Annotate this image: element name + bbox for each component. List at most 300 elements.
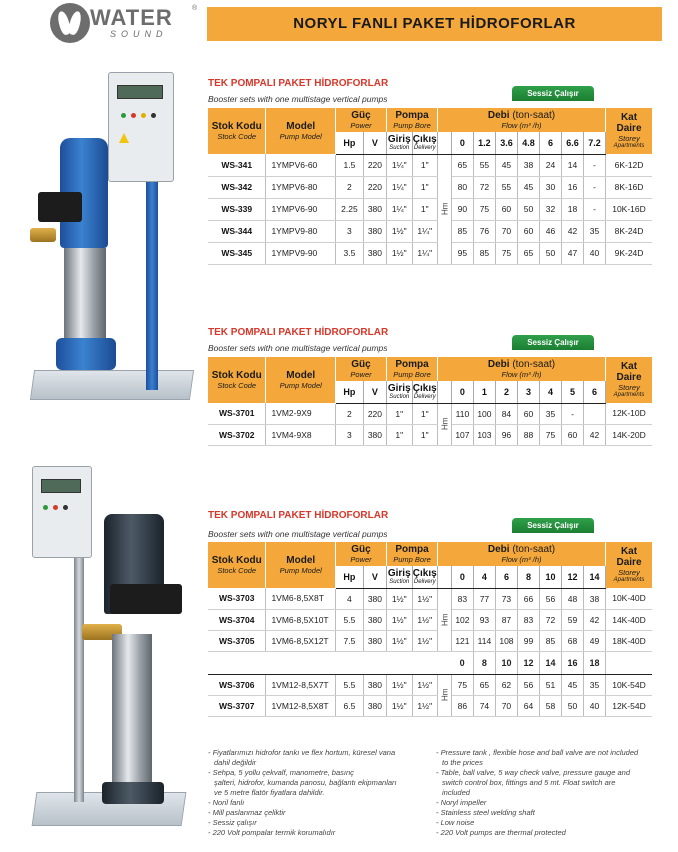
flow-value: 73 bbox=[495, 588, 517, 609]
stock-code: WS-3703 bbox=[208, 588, 266, 609]
power-hp: 3 bbox=[336, 220, 364, 242]
flow-value: 59 bbox=[561, 609, 583, 630]
product-image-1 bbox=[28, 70, 198, 430]
stock-code: WS-3706 bbox=[208, 674, 266, 695]
col-model-en: Pump Model bbox=[279, 566, 322, 575]
flow-value: 24 bbox=[539, 154, 561, 176]
power-hp: 4 bbox=[336, 588, 364, 609]
flow-value: 46 bbox=[539, 220, 561, 242]
col-floor bbox=[606, 108, 652, 154]
blank-cell bbox=[266, 651, 336, 674]
flow-value: 66 bbox=[517, 588, 539, 609]
col-outlet-en: Delivery bbox=[413, 393, 436, 400]
flow-value: 38 bbox=[517, 154, 539, 176]
flow-header: 14 bbox=[584, 566, 606, 588]
voltage: 220 bbox=[363, 154, 386, 176]
flow-header: 7.2 bbox=[584, 132, 606, 154]
flow-header: 1 bbox=[473, 381, 495, 403]
flow-header: 2 bbox=[495, 381, 517, 403]
flow-value: 60 bbox=[517, 403, 539, 424]
flow-value: 49 bbox=[584, 630, 606, 651]
col-flow bbox=[438, 357, 606, 381]
table-row bbox=[208, 609, 652, 630]
col-outlet bbox=[412, 566, 438, 588]
note-line: - Fiyatlarımızı hidrofor tankı ve flex hortum, küresel vana bbox=[208, 748, 396, 757]
flow-value: 68 bbox=[561, 630, 583, 651]
flow-header: 6 bbox=[495, 566, 517, 588]
col-power bbox=[336, 108, 387, 132]
flow-value: 114 bbox=[473, 630, 495, 651]
flow-value: 38 bbox=[584, 588, 606, 609]
floor-apartment: 8K-24D bbox=[606, 220, 652, 242]
stock-code: WS-339 bbox=[208, 198, 266, 220]
flow-header-row-2 bbox=[208, 651, 652, 674]
power-hp: 6.5 bbox=[336, 695, 364, 716]
col-floor bbox=[606, 357, 652, 403]
col-pump-en: Pump Bore bbox=[393, 370, 431, 379]
note-line: switch control box, fittings and 5 mt. Float switch are bbox=[442, 778, 616, 787]
col-flow-unit: (ton-saat) bbox=[512, 544, 556, 555]
pump-model: 1YMPV9-90 bbox=[266, 242, 336, 264]
col-flow-unit: (ton-saat) bbox=[512, 110, 556, 121]
flow-value: 42 bbox=[584, 424, 606, 445]
flow-value: 35 bbox=[584, 674, 606, 695]
flow-value: 62 bbox=[495, 674, 517, 695]
table-row bbox=[208, 220, 652, 242]
flow-header: 10 bbox=[495, 651, 517, 674]
col-pump-label: Pompa bbox=[395, 359, 429, 370]
flow-value: 70 bbox=[495, 220, 517, 242]
col-model-en: Pump Model bbox=[279, 381, 322, 390]
flow-value: - bbox=[584, 198, 606, 220]
floor-apartment: 8K-16D bbox=[606, 176, 652, 198]
col-inlet-label: Giriş bbox=[387, 382, 411, 394]
col-floor-en-2: Apartments bbox=[613, 392, 645, 398]
flow-value: 99 bbox=[517, 630, 539, 651]
brand-reg-mark: ® bbox=[192, 5, 198, 12]
floor-apartment: 10K-40D bbox=[606, 588, 652, 609]
col-model-label: Model bbox=[286, 555, 316, 566]
flow-value: 75 bbox=[451, 674, 473, 695]
col-hm-spacer bbox=[438, 132, 452, 154]
flow-header: 6.6 bbox=[561, 132, 583, 154]
inlet-size: 1½" bbox=[387, 220, 413, 242]
col-hm-spacer bbox=[438, 381, 452, 403]
col-pump bbox=[387, 108, 438, 132]
outlet-size: 1¼" bbox=[412, 242, 438, 264]
col-model-label: Model bbox=[286, 370, 316, 381]
flow-header: 18 bbox=[584, 651, 606, 674]
flow-value: 83 bbox=[517, 609, 539, 630]
col-pump bbox=[387, 542, 438, 566]
flow-value: - bbox=[561, 403, 583, 424]
stock-code: WS-341 bbox=[208, 154, 266, 176]
flow-header: 5 bbox=[561, 381, 583, 403]
table-row bbox=[208, 176, 652, 198]
col-hp: Hp bbox=[336, 381, 364, 403]
flow-value: 76 bbox=[473, 220, 495, 242]
col-flow bbox=[438, 108, 606, 132]
power-hp: 2 bbox=[336, 403, 364, 424]
stock-code: WS-3702 bbox=[208, 424, 266, 445]
flow-value: 121 bbox=[451, 630, 473, 651]
flow-header: 10 bbox=[539, 566, 561, 588]
flow-value: 70 bbox=[495, 695, 517, 716]
col-outlet bbox=[412, 132, 438, 154]
flow-header: 12 bbox=[517, 651, 539, 674]
blank-cell bbox=[336, 651, 364, 674]
flow-value: 60 bbox=[517, 220, 539, 242]
flow-value: 85 bbox=[451, 220, 473, 242]
col-power-en: Power bbox=[350, 555, 372, 564]
section-1-title: TEK POMPALI PAKET HİDROFORLAR bbox=[208, 78, 389, 89]
table-row bbox=[208, 403, 652, 424]
note-line: to the prices bbox=[442, 758, 483, 767]
note-line: - Pressure tank , flexible hose and ball valve are not included bbox=[436, 748, 639, 757]
col-floor-label: Kat bbox=[620, 546, 638, 557]
flow-value: 35 bbox=[539, 403, 561, 424]
flow-value: 50 bbox=[539, 242, 561, 264]
blank-cell bbox=[606, 651, 652, 674]
outlet-size: 1½" bbox=[412, 630, 438, 651]
blank-cell bbox=[438, 651, 452, 674]
col-floor-label-2: Daire bbox=[616, 372, 642, 383]
flow-value: 50 bbox=[561, 695, 583, 716]
pump-model: 1YMPV6-80 bbox=[266, 176, 336, 198]
col-model bbox=[266, 108, 336, 154]
col-v: V bbox=[363, 566, 386, 588]
flow-value: 75 bbox=[539, 424, 561, 445]
flow-header: 0 bbox=[451, 132, 473, 154]
power-hp: 2.25 bbox=[336, 198, 364, 220]
flow-value: 72 bbox=[539, 609, 561, 630]
col-floor-en-2: Apartments bbox=[613, 577, 645, 583]
voltage: 380 bbox=[363, 695, 386, 716]
col-power bbox=[336, 357, 387, 381]
flow-header: 4 bbox=[539, 381, 561, 403]
inlet-size: 1½" bbox=[387, 695, 413, 716]
col-model bbox=[266, 357, 336, 403]
col-stock-code-en: Stock Code bbox=[217, 132, 257, 141]
voltage: 380 bbox=[363, 242, 386, 264]
pump-model: 1YMPV6-90 bbox=[266, 198, 336, 220]
note-line: dahil değildir bbox=[214, 758, 257, 767]
col-inlet bbox=[387, 132, 413, 154]
flow-value: 40 bbox=[584, 242, 606, 264]
pump-model: 1VM6-8,5X12T bbox=[266, 630, 336, 651]
col-floor-label-2: Daire bbox=[616, 557, 642, 568]
power-hp: 3 bbox=[336, 424, 364, 445]
col-stock-code-label: Stok Kodu bbox=[211, 555, 262, 566]
flow-value: 87 bbox=[495, 609, 517, 630]
pump-model: 1VM6-8,5X10T bbox=[266, 609, 336, 630]
note-line: - Mill paslanmaz çeliktir bbox=[208, 808, 286, 817]
floor-apartment: 14K-20D bbox=[606, 424, 652, 445]
flow-value: 18 bbox=[561, 198, 583, 220]
inlet-size: 1½" bbox=[387, 242, 413, 264]
flow-value: 30 bbox=[539, 176, 561, 198]
col-power-en: Power bbox=[350, 370, 372, 379]
section-2-title: TEK POMPALI PAKET HİDROFORLAR bbox=[208, 327, 389, 338]
note-line: - Low noise bbox=[436, 818, 475, 827]
col-inlet bbox=[387, 381, 413, 403]
col-power-label: Güç bbox=[351, 110, 371, 121]
note-line: şalteri, hidrofor, kumanda panosu, bağlantı ekipmanları bbox=[214, 778, 397, 787]
flow-value: 95 bbox=[451, 242, 473, 264]
outlet-size: 1" bbox=[412, 154, 438, 176]
flow-value: 45 bbox=[495, 154, 517, 176]
section-3-subtitle: Booster sets with one multistage vertical pumps bbox=[208, 529, 388, 539]
logo-mark-icon bbox=[50, 3, 90, 43]
pump-model: 1VM12-8,5X7T bbox=[266, 674, 336, 695]
inlet-size: 1¼" bbox=[387, 198, 413, 220]
flow-value: 55 bbox=[495, 176, 517, 198]
spec-table-3 bbox=[208, 542, 652, 717]
flow-value: 45 bbox=[561, 674, 583, 695]
outlet-size: 1" bbox=[412, 198, 438, 220]
flow-value: 35 bbox=[584, 220, 606, 242]
note-line: - Sessiz çalışır bbox=[208, 818, 257, 827]
flow-value: 50 bbox=[517, 198, 539, 220]
flow-value: 48 bbox=[561, 588, 583, 609]
stock-code: WS-3705 bbox=[208, 630, 266, 651]
col-floor-label-2: Daire bbox=[616, 123, 642, 134]
table-row bbox=[208, 588, 652, 609]
flow-header: 0 bbox=[451, 566, 473, 588]
col-power-label: Güç bbox=[351, 544, 371, 555]
flow-header: 14 bbox=[539, 651, 561, 674]
voltage: 380 bbox=[363, 609, 386, 630]
flow-value: 75 bbox=[495, 242, 517, 264]
power-hp: 3.5 bbox=[336, 242, 364, 264]
col-stock-code-label: Stok Kodu bbox=[211, 370, 262, 381]
col-power bbox=[336, 542, 387, 566]
inlet-size: 1¼" bbox=[387, 176, 413, 198]
stock-code: WS-342 bbox=[208, 176, 266, 198]
voltage: 380 bbox=[363, 588, 386, 609]
voltage: 380 bbox=[363, 674, 386, 695]
section-1-subtitle: Booster sets with one multistage vertical pumps bbox=[208, 94, 388, 104]
col-inlet-label: Giriş bbox=[387, 133, 411, 145]
col-outlet-en: Delivery bbox=[413, 578, 436, 585]
brand-logo bbox=[50, 3, 200, 43]
flow-value: - bbox=[584, 154, 606, 176]
col-stock-code bbox=[208, 357, 266, 403]
col-flow-label: Debi bbox=[487, 359, 510, 370]
outlet-size: 1" bbox=[412, 403, 438, 424]
flow-value: 40 bbox=[584, 695, 606, 716]
hm-label: Hm bbox=[438, 154, 452, 264]
blank-cell bbox=[363, 651, 386, 674]
flow-value: 85 bbox=[539, 630, 561, 651]
col-flow-en: Flow (m³ /h) bbox=[501, 121, 542, 130]
flow-header: 3.6 bbox=[495, 132, 517, 154]
pump-model: 1VM2-9X9 bbox=[266, 403, 336, 424]
voltage: 380 bbox=[363, 424, 386, 445]
col-stock-code bbox=[208, 542, 266, 588]
hm-label: Hm bbox=[438, 588, 452, 651]
note-line: ve 5 metre flatör fiyatlara dahildir. bbox=[214, 788, 325, 797]
blank-cell bbox=[208, 651, 266, 674]
power-hp: 1.5 bbox=[336, 154, 364, 176]
col-v: V bbox=[363, 381, 386, 403]
note-line: - Table, ball valve, 5 way check valve, pressure gauge and bbox=[436, 768, 631, 777]
flow-value: 74 bbox=[473, 695, 495, 716]
flow-value: 45 bbox=[517, 176, 539, 198]
floor-apartment: 6K-12D bbox=[606, 154, 652, 176]
table-row bbox=[208, 674, 652, 695]
inlet-size: 1½" bbox=[387, 630, 413, 651]
flow-value bbox=[584, 403, 606, 424]
table-row bbox=[208, 695, 652, 716]
notes-english bbox=[436, 748, 668, 838]
col-floor-label: Kat bbox=[620, 112, 638, 123]
product-image-2 bbox=[28, 462, 198, 842]
page-title: NORYL FANLI PAKET HİDROFORLAR bbox=[207, 7, 662, 41]
flow-value: 16 bbox=[561, 176, 583, 198]
flow-value: 80 bbox=[451, 176, 473, 198]
flow-header: 12 bbox=[561, 566, 583, 588]
hm-label: Hm bbox=[438, 674, 452, 716]
stock-code: WS-345 bbox=[208, 242, 266, 264]
flow-value: 56 bbox=[539, 588, 561, 609]
col-v: V bbox=[363, 132, 386, 154]
brand-sub: SOUND bbox=[110, 29, 168, 39]
voltage: 220 bbox=[363, 176, 386, 198]
flow-value: 55 bbox=[473, 154, 495, 176]
table-row bbox=[208, 242, 652, 264]
section-1-badge: Sessiz Çalışır bbox=[512, 86, 594, 101]
brand-name: WATER bbox=[90, 5, 173, 30]
col-outlet-en: Delivery bbox=[413, 144, 436, 151]
table-row bbox=[208, 424, 652, 445]
voltage: 380 bbox=[363, 198, 386, 220]
col-inlet bbox=[387, 566, 413, 588]
col-floor-en-2: Apartments bbox=[613, 143, 645, 149]
col-pump-en: Pump Bore bbox=[393, 555, 431, 564]
col-stock-code bbox=[208, 108, 266, 154]
floor-apartment: 12K-10D bbox=[606, 403, 652, 424]
col-flow-label: Debi bbox=[487, 544, 510, 555]
power-hp: 2 bbox=[336, 176, 364, 198]
section-3-badge: Sessiz Çalışır bbox=[512, 518, 594, 533]
note-line: - Sehpa, 5 yollu çekvalf, manometre, basınç bbox=[208, 768, 354, 777]
flow-value: 108 bbox=[495, 630, 517, 651]
flow-value: 110 bbox=[451, 403, 473, 424]
flow-value: 32 bbox=[539, 198, 561, 220]
col-flow-label: Debi bbox=[487, 110, 510, 121]
col-pump bbox=[387, 357, 438, 381]
col-outlet-label: Çıkış bbox=[412, 133, 437, 145]
flow-value: 102 bbox=[451, 609, 473, 630]
flow-value: 88 bbox=[517, 424, 539, 445]
pump-model: 1VM6-8,5X8T bbox=[266, 588, 336, 609]
col-inlet-en: Suction bbox=[389, 144, 410, 151]
col-inlet-en: Suction bbox=[389, 393, 410, 400]
flow-header: 3 bbox=[517, 381, 539, 403]
inlet-size: 1" bbox=[387, 403, 413, 424]
outlet-size: 1½" bbox=[412, 588, 438, 609]
table-row bbox=[208, 198, 652, 220]
col-floor-en: Storey bbox=[618, 134, 640, 143]
pump-model: 1VM4-9X8 bbox=[266, 424, 336, 445]
outlet-size: 1" bbox=[412, 424, 438, 445]
flow-value: 90 bbox=[451, 198, 473, 220]
flow-value: 14 bbox=[561, 154, 583, 176]
flow-value: 65 bbox=[451, 154, 473, 176]
col-model bbox=[266, 542, 336, 588]
col-model-en: Pump Model bbox=[279, 132, 322, 141]
stock-code: WS-3707 bbox=[208, 695, 266, 716]
floor-apartment: 10K-16D bbox=[606, 198, 652, 220]
flow-value: 83 bbox=[451, 588, 473, 609]
col-pump-label: Pompa bbox=[395, 110, 429, 121]
blank-cell bbox=[412, 651, 438, 674]
flow-value: 103 bbox=[473, 424, 495, 445]
col-hp: Hp bbox=[336, 132, 364, 154]
stock-code: WS-344 bbox=[208, 220, 266, 242]
col-hp: Hp bbox=[336, 566, 364, 588]
section-3-title: TEK POMPALI PAKET HİDROFORLAR bbox=[208, 510, 389, 521]
flow-header: 16 bbox=[561, 651, 583, 674]
voltage: 220 bbox=[363, 403, 386, 424]
col-hm-spacer bbox=[438, 566, 452, 588]
voltage: 380 bbox=[363, 630, 386, 651]
pump-model: 1YMPV6-60 bbox=[266, 154, 336, 176]
inlet-size: 1" bbox=[387, 424, 413, 445]
col-flow-unit: (ton-saat) bbox=[512, 359, 556, 370]
flow-value: 60 bbox=[495, 198, 517, 220]
note-line: - Noryl impeller bbox=[436, 798, 487, 807]
col-power-label: Güç bbox=[351, 359, 371, 370]
floor-apartment: 10K-54D bbox=[606, 674, 652, 695]
col-stock-code-en: Stock Code bbox=[217, 381, 257, 390]
flow-header: 6 bbox=[584, 381, 606, 403]
outlet-size: 1½" bbox=[412, 695, 438, 716]
note-line: - 220 Volt pumps are thermal protected bbox=[436, 828, 566, 837]
flow-header: 4.8 bbox=[517, 132, 539, 154]
flow-value: 107 bbox=[451, 424, 473, 445]
col-outlet bbox=[412, 381, 438, 403]
col-stock-code-label: Stok Kodu bbox=[211, 121, 262, 132]
col-flow-en: Flow (m³ /h) bbox=[501, 370, 542, 379]
flow-header: 1.2 bbox=[473, 132, 495, 154]
col-floor bbox=[606, 542, 652, 588]
col-floor-en: Storey bbox=[618, 568, 640, 577]
flow-value: 84 bbox=[495, 403, 517, 424]
col-inlet-en: Suction bbox=[389, 578, 410, 585]
flow-value: 60 bbox=[561, 424, 583, 445]
flow-value: 42 bbox=[584, 609, 606, 630]
section-2-badge: Sessiz Çalışır bbox=[512, 335, 594, 350]
col-flow-en: Flow (m³ /h) bbox=[501, 555, 542, 564]
table-row bbox=[208, 154, 652, 176]
table-row bbox=[208, 630, 652, 651]
voltage: 380 bbox=[363, 220, 386, 242]
flow-header: 0 bbox=[451, 651, 473, 674]
flow-value: 72 bbox=[473, 176, 495, 198]
flow-value: 56 bbox=[517, 674, 539, 695]
flow-value: 51 bbox=[539, 674, 561, 695]
col-model-label: Model bbox=[286, 121, 316, 132]
flow-header: 8 bbox=[473, 651, 495, 674]
outlet-size: 1½" bbox=[412, 609, 438, 630]
flow-header: 0 bbox=[451, 381, 473, 403]
pump-model: 1YMPV9-80 bbox=[266, 220, 336, 242]
flow-value: 93 bbox=[473, 609, 495, 630]
stock-code: WS-3704 bbox=[208, 609, 266, 630]
flow-value: 85 bbox=[473, 242, 495, 264]
